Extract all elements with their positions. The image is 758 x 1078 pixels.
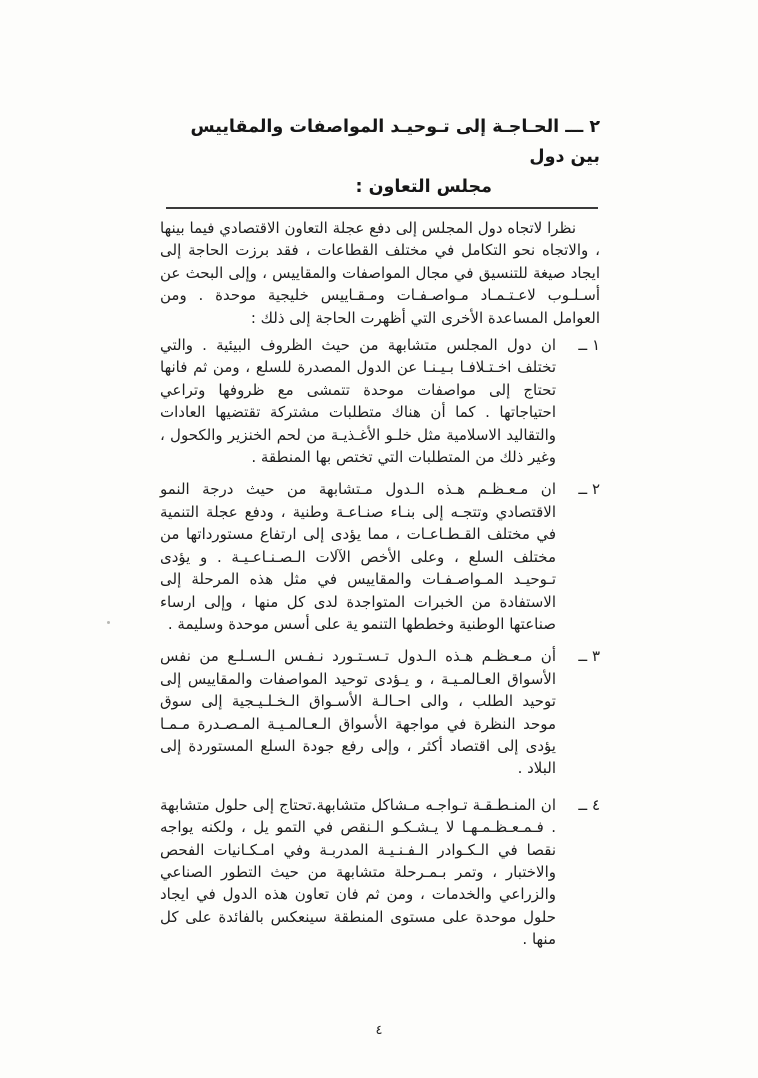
section-heading — [160, 112, 600, 202]
heading-rule — [166, 207, 598, 209]
list-item — [160, 645, 600, 779]
section-title: الحـاجـة إلى تـوحيـد المواصفات والمقاييس بين دول — [190, 117, 600, 167]
section-heading-line2: مجلس التعاون : — [355, 177, 492, 197]
scan-speck — [107, 621, 110, 624]
list-item — [160, 334, 600, 468]
item-text: ان المنـطـقـة تـواجـه مـشاكل متشابهة.تحتاج إلى حلول متشابهة . فـمـعـظـمـهـا لا يـشـكـو الـنقص في التمو يل ، ولكنه يواجه نقصا في الـكـوادر الـفـنـيـة المدربـة وفي امـكـانيات الفحص والاختبار ، وتمر بـمـرحلة متشابهة من حيث التطور الصناعي والزراعي والخدمات ، ومن ثم فان تعاون هذه الدول في ايجاد حلول موحدة على مستوى المنطقة سينعكس بالفائدة على كل منها . — [160, 795, 556, 949]
section-heading-line1 — [160, 112, 600, 172]
item-number: ٣ ــ — [578, 647, 600, 666]
text-block — [160, 112, 600, 961]
list-item — [160, 794, 600, 951]
item-number: ١ ــ — [578, 336, 600, 355]
list-item — [160, 478, 600, 635]
page-number: ٤ — [375, 1023, 383, 1038]
intro-paragraph: نظرا لاتجاه دول المجلس إلى دفع عجلة التعاون الاقتصادي فيما بينها ، والاتجاه نحو التكامل في مختلف القطاعات ، فقد برزت الحاجة إلى ايجاد صيغة للتنسيق في مجال المواصفات والمقاييس ، وإلى البحث عن أسـلـوب لاعـتـمـاد مـواصـفـات ومـقـاييس خليجية موحدة . ومن العوامل المساعدة الأخرى التي أظهرت الحاجة إلى ذلك : — [160, 219, 600, 327]
item-text: ان مـعـظـم هـذه الـدول مـتشابهة من حيث درجة النمو الاقتصادي وتتجـه إلى بنـاء صنـاعـة وطنية ، ودفع عجلة التنمية في مختلف القـطـاعـات ، مما يؤدى إلى ارتفاع مستورداتها من مختلف السلع ، وعلى الأخص الآلات الـصـنـاعـيـة . و يؤدى تـوحيـد المـواصـفـات والمقاييس في مثل هذه المرحلة إلى الاستفادة من الخبرات المتواجدة لدى كل منها ، وإلى ارساء صناعتها الوطنية وخططها التنمو ية على أسس موحدة وسليمة . — [160, 480, 556, 633]
item-text: أن مـعـظـم هـذه الـدول تـسـتـورد نـفـس الـسـلـع من نفس الأسواق العـالمـيـة ، و يـؤدى توحيد المواصفات والمقاييس إلى توحيد الطلب ، والى احـالـة الأسـواق الـخـلـيـجية إلى سوق موحد النظرة في مواجهة الأسواق الـعـالمـيـة المـصـدرة مـمـا يؤدى إلى اقتصاد أكثر ، وإلى رفع جودة السلع المستوردة إلى البلاد . — [160, 647, 556, 778]
item-text: ان دول المجلس متشابهة من حيث الظروف البيئية . والتي تختلف اخـتـلافـا بـيـنـا عن الدول المصدرة للسلع ، ومن ثم فانها تحتاج إلى مواصفات موحدة تتمشى مع ظروفها وتراعي احتياجاتها . كما أن هناك متطلبات مشتركة تقتضيها العادات والتقاليد الاسلامية مثل خلـو الأغـذيـة من لحم الخنزير والكحول ، وغير ذلك من المتطلبات التي تختص بها المنطقة . — [160, 336, 556, 467]
numbered-list — [160, 334, 600, 951]
section-number: ٢ ـــ — [565, 117, 600, 137]
item-number: ٤ ــ — [578, 795, 600, 814]
item-number: ٢ ــ — [578, 480, 600, 499]
